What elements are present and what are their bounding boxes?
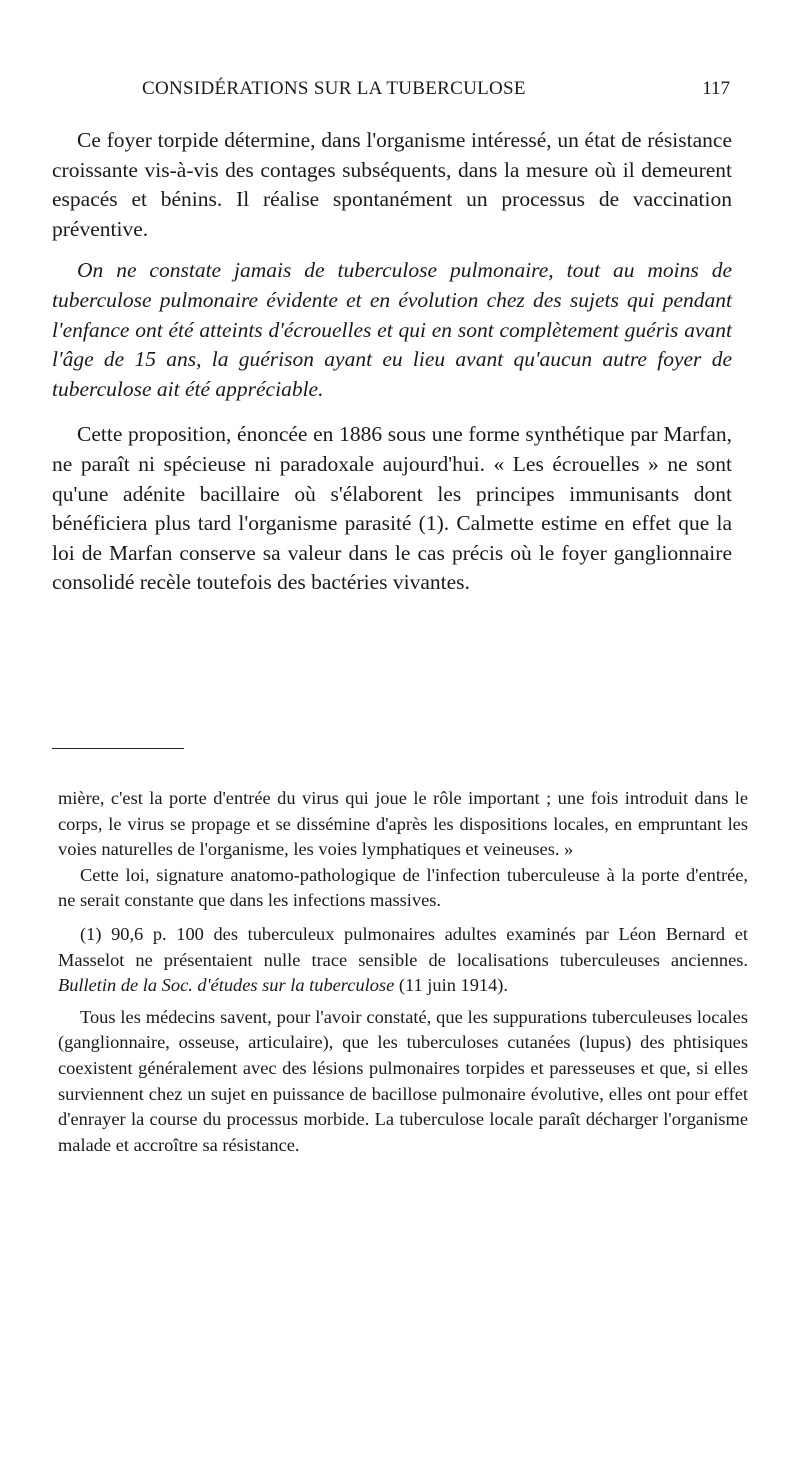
running-head (52, 78, 732, 108)
paragraph-foyer-torpide: Ce foyer torpide détermine, dans l'organisme intéressé, un état de résistance croissante vis-à-vis des contages subséquents, dans la mesure où il demeurent espacés et bénins. Il réalise spontanément un processus de vaccination préventive. (52, 128, 732, 241)
footnote-1 (58, 922, 748, 999)
main-text (52, 126, 732, 598)
footnote-1-text: (1) 90,6 p. 100 des tuberculeux pulmonaires adultes examinés par Léon Bernard et Masselot ne présentaient nulle trace sensible de localisations tuberculeuses anciennes. (58, 923, 748, 970)
footnote-rule (52, 748, 184, 749)
note-final-paragraph: Tous les médecins savent, pour l'avoir constaté, que les suppurations tuberculeuses locales (ganglionnaire, osseuse, articulaire), que les tuberculoses cutanées (lupus) des phtisiques coexistent généralement avec des lésions pulmonaires torpides et paresseuses et que, si elles surviennent chez un sujet en puissance de bacillose pulmonaire évolutive, elles ont pour effet d'enrayer la course du processus morbide. La tuberculose locale paraît décharger l'organisme malade et accroître sa résistance. (58, 1006, 748, 1155)
footnote-1-date: (11 juin 1914). (394, 975, 509, 996)
note-law-paragraph: Cette loi, signature anatomo-pathologique de l'infection tuberculeuse à la porte d'entrée, ne serait constante que dans les infections massives. (58, 864, 748, 911)
page-number: 117 (702, 78, 730, 99)
paragraph-marfan-law: On ne constate jamais de tuberculose pulmonaire, tout au moins de tuberculose pulmonaire évidente et en évolution chez des sujets qui pendant l'enfance ont été atteints d'écrouelles et qui en sont complètement guéris avant l'âge de 15 ans, la guérison ayant eu lieu avant qu'aucun autre foyer de tuberculose ait été appréciable. (52, 258, 732, 401)
note-continuation: mière, c'est la porte d'entrée du virus qui joue le rôle important ; une fois introduit dans le corps, le virus se propage et se dissémine d'après les dispositions locales, en empruntant les voies naturelles de l'organisme, les voies lymphatiques et veineuses. » (58, 788, 748, 860)
running-title: CONSIDÉRATIONS SUR LA TUBERCULOSE (142, 78, 526, 99)
footnote-1-journal: Bulletin de la Soc. d'études sur la tuberculose (58, 975, 395, 996)
paragraph-marfan-proposition: Cette proposition, énoncée en 1886 sous une forme synthétique par Marfan, ne paraît ni spécieuse ni paradoxale aujourd'hui. « Les écrouelles » ne sont qu'une adénite bacillaire où s'élaborent les principes immunisants dont bénéficiera plus tard l'organisme parasité (1). Calmette estime en effet que la loi de Marfan conserve sa valeur dans le cas précis où le foyer ganglionnaire consolidé recèle toutefois des bactéries vivantes. (52, 422, 732, 595)
notes-section (58, 786, 748, 1158)
